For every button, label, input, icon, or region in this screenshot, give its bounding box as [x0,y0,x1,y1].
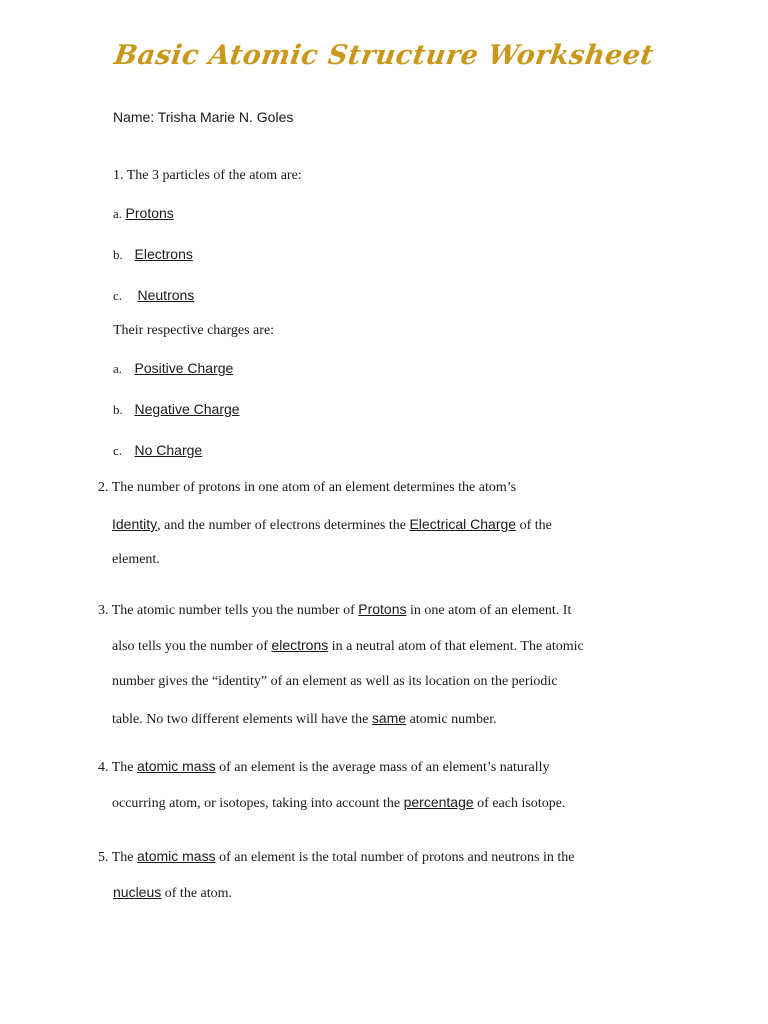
q1-charge-c-answer: No Charge [134,442,203,458]
q4-text-2: of an element is the average mass of an element’s naturally [219,760,550,775]
q2-line-1 [98,479,516,497]
q5-line-2 [113,883,232,903]
q3-text-1: The atomic number tells you the number of [111,603,355,618]
q3-text-5: table. No two different elements will have the [112,712,369,727]
q3-answer-electrons: electrons [271,637,329,653]
q3-line-4 [112,709,497,729]
q4-number: 4. [98,760,109,775]
name-value: Trisha Marie N. Goles [157,109,294,125]
q2-text-2: , and the number of electrons determines the [157,518,406,533]
q3-text-2: in one atom of an element. It [410,603,572,618]
q4-text-3: occurring atom, or isotopes, taking into account the [112,796,401,811]
q3-line-3: number gives the “identity” of an element as well as its location on the periodic [112,674,558,689]
q5-text-2: of an element is the total number of protons and neutrons in the [219,850,575,865]
q3-text-6: atomic number. [409,712,497,727]
q1-charge-a [113,359,233,379]
worksheet-title: Basic Atomic Structure Worksheet [112,40,656,71]
name-line [113,108,293,128]
q3-answer-same: same [371,710,407,726]
q1-charge-b-answer: Negative Charge [134,401,240,417]
q1-charge-c [113,441,202,461]
q5-answer-nucleus: nucleus [113,884,162,900]
q2-text-3: of the [519,518,552,533]
q2-line-3: element. [112,552,160,567]
q4-line-2 [112,793,565,813]
q1-particle-a [113,204,174,224]
q2-text-1: The number of protons in one atom of an element determines the atom’s [111,480,517,495]
q5-text-3: of the atom. [164,886,233,901]
q3-line-2 [112,636,584,656]
q4-line-1 [98,757,550,777]
q1-charge-c-marker: c. [113,443,123,458]
q1-particle-b [113,245,193,265]
q2-answer-identity: Identity [112,516,158,532]
name-label: Name: [113,109,155,125]
q5-text-1: The [111,850,134,865]
q2-answer-electrical-charge: Electrical Charge [409,516,517,532]
q3-line-1 [98,600,571,620]
q2-line-2 [112,515,552,535]
q1-particle-b-answer: Electrons [134,246,193,262]
q1-particle-c [113,286,194,306]
q4-answer-percentage: percentage [403,794,474,810]
q4-text-1: The [111,760,134,775]
q3-text-3: also tells you the number of [112,639,268,654]
q3-text-4: in a neutral atom of that element. The atomic [331,639,584,654]
q2-number: 2. [98,480,109,495]
q3-answer-protons: Protons [358,601,407,617]
q1-particle-c-answer: Neutrons [137,287,195,303]
q1-particle-a-marker: a. [113,206,123,221]
q1-charge-b-marker: b. [113,402,123,417]
q1-particle-b-marker: b. [113,247,123,262]
q1-charge-b [113,400,240,420]
q1-charge-a-answer: Positive Charge [134,360,234,376]
q3-number: 3. [98,603,109,618]
q5-answer-atomic-mass: atomic mass [137,848,216,864]
q4-answer-atomic-mass: atomic mass [137,758,216,774]
q5-line-1 [98,847,574,867]
q1-particle-a-answer: Protons [125,205,174,221]
q1-charges-prompt: Their respective charges are: [113,323,275,338]
q1-prompt: 1. The 3 particles of the atom are: [113,168,302,183]
q1-charge-a-marker: a. [113,361,123,376]
q5-number: 5. [98,850,109,865]
q1-particle-c-marker: c. [113,288,123,303]
q4-text-4: of each isotope. [477,796,566,811]
